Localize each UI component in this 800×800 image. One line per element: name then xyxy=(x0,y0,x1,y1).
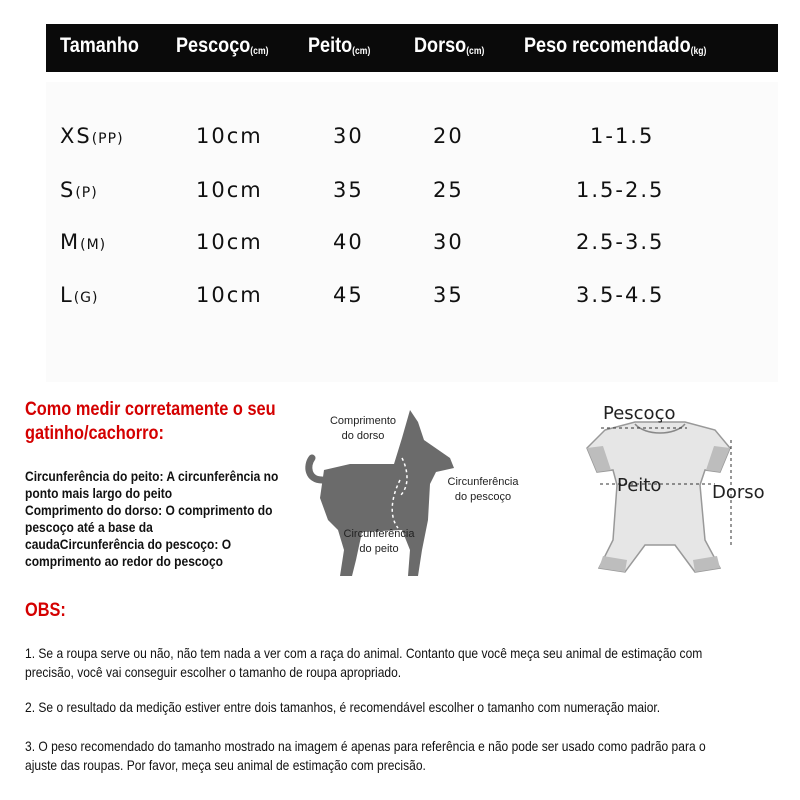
note-3: 3. O peso recomendado do tamanho mostrado na imagem é apenas para referência e não pode ser usado como padrão para o ajuste das roupas. Por favor, meça seu animal de estimação com precisão. xyxy=(25,738,706,773)
size-cell: M(M) xyxy=(60,230,107,254)
obs-title: OBS: xyxy=(25,600,66,621)
neck-cell: 10cm xyxy=(196,178,263,202)
table-row xyxy=(0,124,800,164)
back-cell: 30 xyxy=(433,230,464,254)
back-cell: 20 xyxy=(433,124,464,148)
size-cell: XS(PP) xyxy=(60,124,124,148)
neck-cell: 10cm xyxy=(196,283,263,307)
neck-cell: 10cm xyxy=(196,230,263,254)
size-table-header xyxy=(46,24,778,72)
back-length-label: Comprimento do dorso xyxy=(329,415,397,442)
shirt-chest-label: Peito xyxy=(617,475,662,496)
shirt-back-label: Dorso xyxy=(712,482,765,503)
header-neck: Pescoço$_{(cm)}$ xyxy=(176,34,269,57)
neck-cell: 10cm xyxy=(196,124,263,148)
back-cell: 35 xyxy=(433,283,464,307)
weight-cell: 3.5-4.5 xyxy=(576,283,665,307)
size-cell: L(G) xyxy=(60,283,99,307)
shirt-neck-label: Pescoço xyxy=(603,403,676,424)
header-chest: Peito$_{(cm)}$ xyxy=(308,34,371,57)
header-weight: Peso recomendado$_{(kg)}$ xyxy=(524,34,707,57)
size-cell: S(P) xyxy=(60,178,98,202)
note-2: 2. Se o resultado da medição estiver entre dois tamanhos, é recomendável escolher o tamanho com numeração maior. xyxy=(25,699,661,715)
weight-cell: 2.5-3.5 xyxy=(576,230,665,254)
header-back: Dorso$_{(cm)}$ xyxy=(414,34,485,57)
table-row xyxy=(0,230,800,270)
back-cell: 25 xyxy=(433,178,464,202)
note-1: 1. Se a roupa serve ou não, não tem nada a ver com a raça do animal. Contanto que você meça seu animal de estimação com precisão, você vai conseguir escolher o tamanho de roupa apropriado. xyxy=(25,645,703,680)
howto-title: Como medir corretamente o seu gatinho/cachorro: xyxy=(25,399,276,444)
header-size: Tamanho xyxy=(60,34,139,57)
neck-circ-label: Circunferência do pescoço xyxy=(447,476,519,503)
howto-text: Circunferência do peito: A circunferência no ponto mais largo do peito Comprimento do dorso: O comprimento do pescoço até a base da caudaCircunferência do pescoço: O comprimento ao redor do pescoço xyxy=(25,468,279,569)
chest-circ-label: Circunferência do peito xyxy=(343,528,415,555)
chest-cell: 40 xyxy=(333,230,364,254)
chest-cell: 30 xyxy=(333,124,364,148)
table-row xyxy=(0,283,800,323)
weight-cell: 1-1.5 xyxy=(590,124,655,148)
weight-cell: 1.5-2.5 xyxy=(576,178,665,202)
table-row xyxy=(0,178,800,218)
chest-cell: 35 xyxy=(333,178,364,202)
chest-cell: 45 xyxy=(333,283,364,307)
